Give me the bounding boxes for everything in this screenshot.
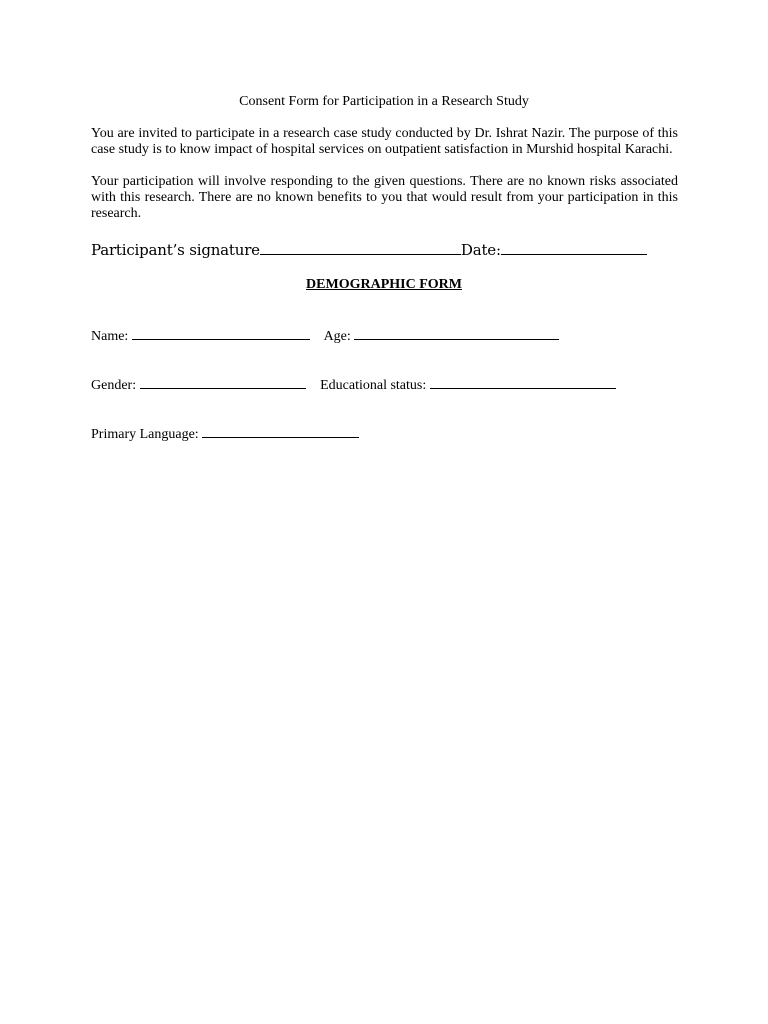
name-age-row [91, 325, 559, 346]
education-label: Educational status: [320, 378, 427, 393]
language-label: Primary Language: [91, 427, 199, 442]
gender-field[interactable] [140, 374, 306, 389]
age-label: Age: [323, 329, 351, 344]
age-field[interactable] [354, 325, 559, 340]
name-label: Name: [91, 329, 129, 344]
name-field[interactable] [132, 325, 310, 340]
demographic-heading: DEMOGRAPHIC FORM [306, 277, 462, 292]
participation-paragraph: Your participation will involve responding to the given questions. There are no known risks associated with this research. There are no known benefits to you that would result from your participation in this research. [91, 174, 678, 221]
language-field[interactable] [202, 423, 359, 438]
language-row [91, 423, 359, 444]
page-title: Consent Form for Participation in a Research Study [239, 94, 529, 109]
signature-row [91, 240, 647, 259]
date-label: Date: [460, 241, 501, 259]
invitation-paragraph: You are invited to participate in a research case study conducted by Dr. Ishrat Nazir. The purpose of this case study is to know impact of hospital services on outpatient satisfaction in Murshid hospital Karachi. [91, 126, 678, 157]
signature-field[interactable] [260, 240, 461, 255]
date-field[interactable] [501, 240, 647, 255]
education-field[interactable] [430, 374, 616, 389]
gender-label: Gender: [91, 378, 137, 393]
gender-education-row [91, 374, 616, 395]
signature-label: Participant’s signature [91, 241, 260, 259]
